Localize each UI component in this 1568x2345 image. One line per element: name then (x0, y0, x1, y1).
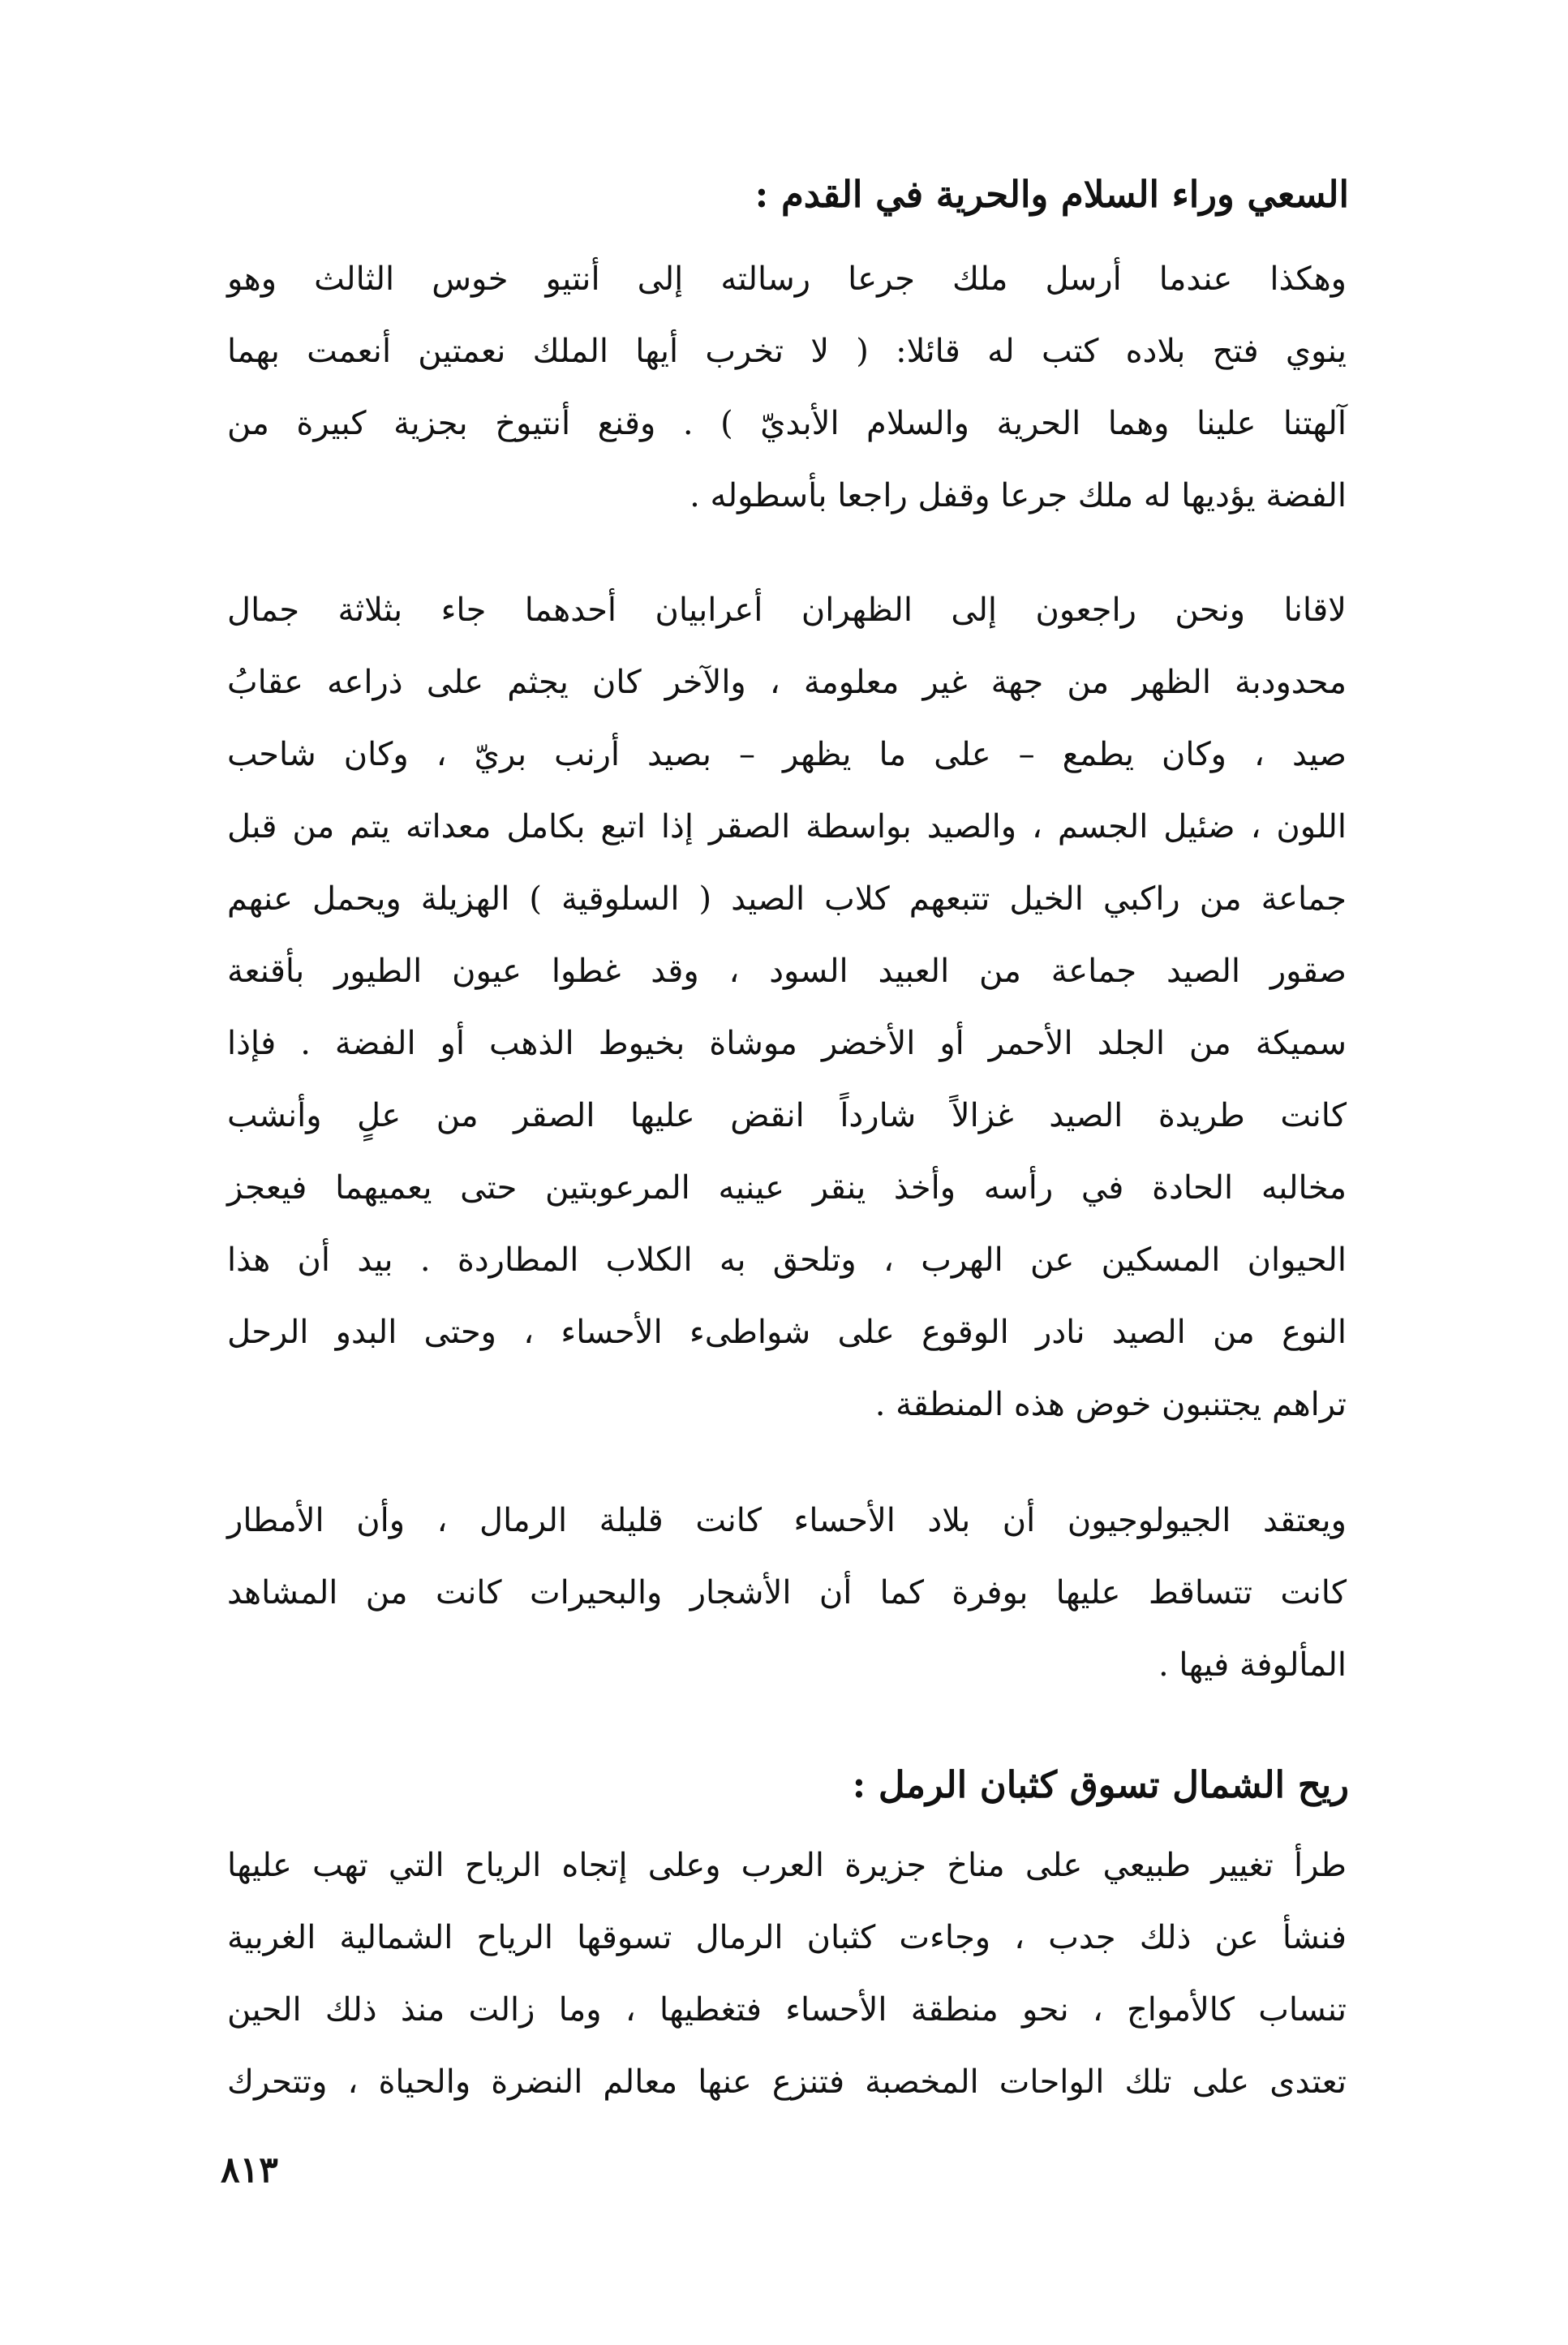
paragraph-falconry (227, 574, 1347, 1441)
text-line: سميكة من الجلد الأحمر أو الأخضر موشاة بخيوط الذهب أو الفضة . فإذا (227, 1025, 1347, 1062)
text-line: تنساب كالأمواج ، نحو منطقة الأحساء فتغطيها ، وما زالت منذ ذلك الحين (227, 1991, 1347, 2029)
text-line: مخالبه الحادة في رأسه وأخذ ينقر عينيه المرعوبتين حتى يعميهما فيعجز (227, 1169, 1347, 1207)
paragraph-geology (227, 1485, 1347, 1702)
text-line: آلهتنا علينا وهما الحرية والسلام الأبديّ ) . وقنع أنتيوخ بجزية كبيرة من (227, 405, 1347, 442)
text-line: صيد ، وكان يطمع – على ما يظهر – بصيد أرنب بريّ ، وكان شاحب (227, 736, 1347, 773)
text-line: كانت تتساقط عليها بوفرة كما أن الأشجار والبحيرات كانت من المشاهد (227, 1574, 1347, 1611)
text-line: وهكذا عندما أرسل ملك جرعا رسالته إلى أنتيو خوس الثالث وهو (227, 260, 1347, 298)
text-line: جماعة من راكبي الخيل تتبعهم كلاب الصيد ( السلوقية ) الهزيلة ويحمل عنهم (227, 880, 1347, 918)
text-line: النوع من الصيد نادر الوقوع على شواطىء الأحساء ، وحتى البدو الرحل (227, 1314, 1347, 1351)
text-line: ينوي فتح بلاده كتب له قائلا: ( لا تخرب أيها الملك نعمتين أنعمت بهما (227, 333, 1347, 370)
text-line: صقور الصيد جماعة من العبيد السود ، وقد غطوا عيون الطيور بأقنعة (227, 953, 1347, 990)
text-line: الفضة يؤديها له ملك جرعا وقفل راجعا بأسطوله . (689, 477, 1347, 514)
text-line: محدودبة الظهر من جهة غير معلومة ، والآخر كان يجثم على ذراعه عقابُ (227, 664, 1347, 701)
text-line: كانت طريدة الصيد غزالاً شارداً انقض عليها الصقر من علٍ وأنشب (227, 1097, 1347, 1134)
text-line: لاقانا ونحن راجعون إلى الظهران أعرابيان أحدهما جاء بثلاثة جمال (227, 592, 1347, 629)
text-line: طرأ تغيير طبيعي على مناخ جزيرة العرب وعلى إتجاه الرياح التي تهب عليها (227, 1847, 1347, 1884)
section-heading-peace-freedom: السعي وراء السلام والحرية في القدم : (754, 173, 1349, 216)
paragraph-letter-antiochus (227, 243, 1347, 532)
text-line: ويعتقد الجيولوجيون أن بلاد الأحساء كانت قليلة الرمال ، وأن الأمطار (227, 1502, 1347, 1539)
text-line: المألوفة فيها . (1158, 1646, 1347, 1684)
text-line: تراهم يجتنبون خوض هذه المنطقة . (874, 1386, 1347, 1423)
text-line: فنشأ عن ذلك جدب ، وجاءت كثبان الرمال تسوقها الرياح الشمالية الغربية (227, 1919, 1347, 1956)
paragraph-sand-dunes (227, 1830, 1347, 2119)
text-line: تعتدى على تلك الواحات المخصبة فتنزع عنها معالم النضرة والحياة ، وتتحرك (227, 2063, 1347, 2101)
text-line: الحيوان المسكين عن الهرب ، وتلحق به الكلاب المطاردة . بيد أن هذا (227, 1241, 1347, 1279)
page-number: ٨١٣ (221, 2149, 278, 2191)
text-line: اللون ، ضئيل الجسم ، والصيد بواسطة الصقر إذا اتبع بكامل معداته يتم من قبل (227, 808, 1347, 845)
section-heading-north-wind: ريح الشمال تسوق كثبان الرمل : (852, 1763, 1349, 1806)
